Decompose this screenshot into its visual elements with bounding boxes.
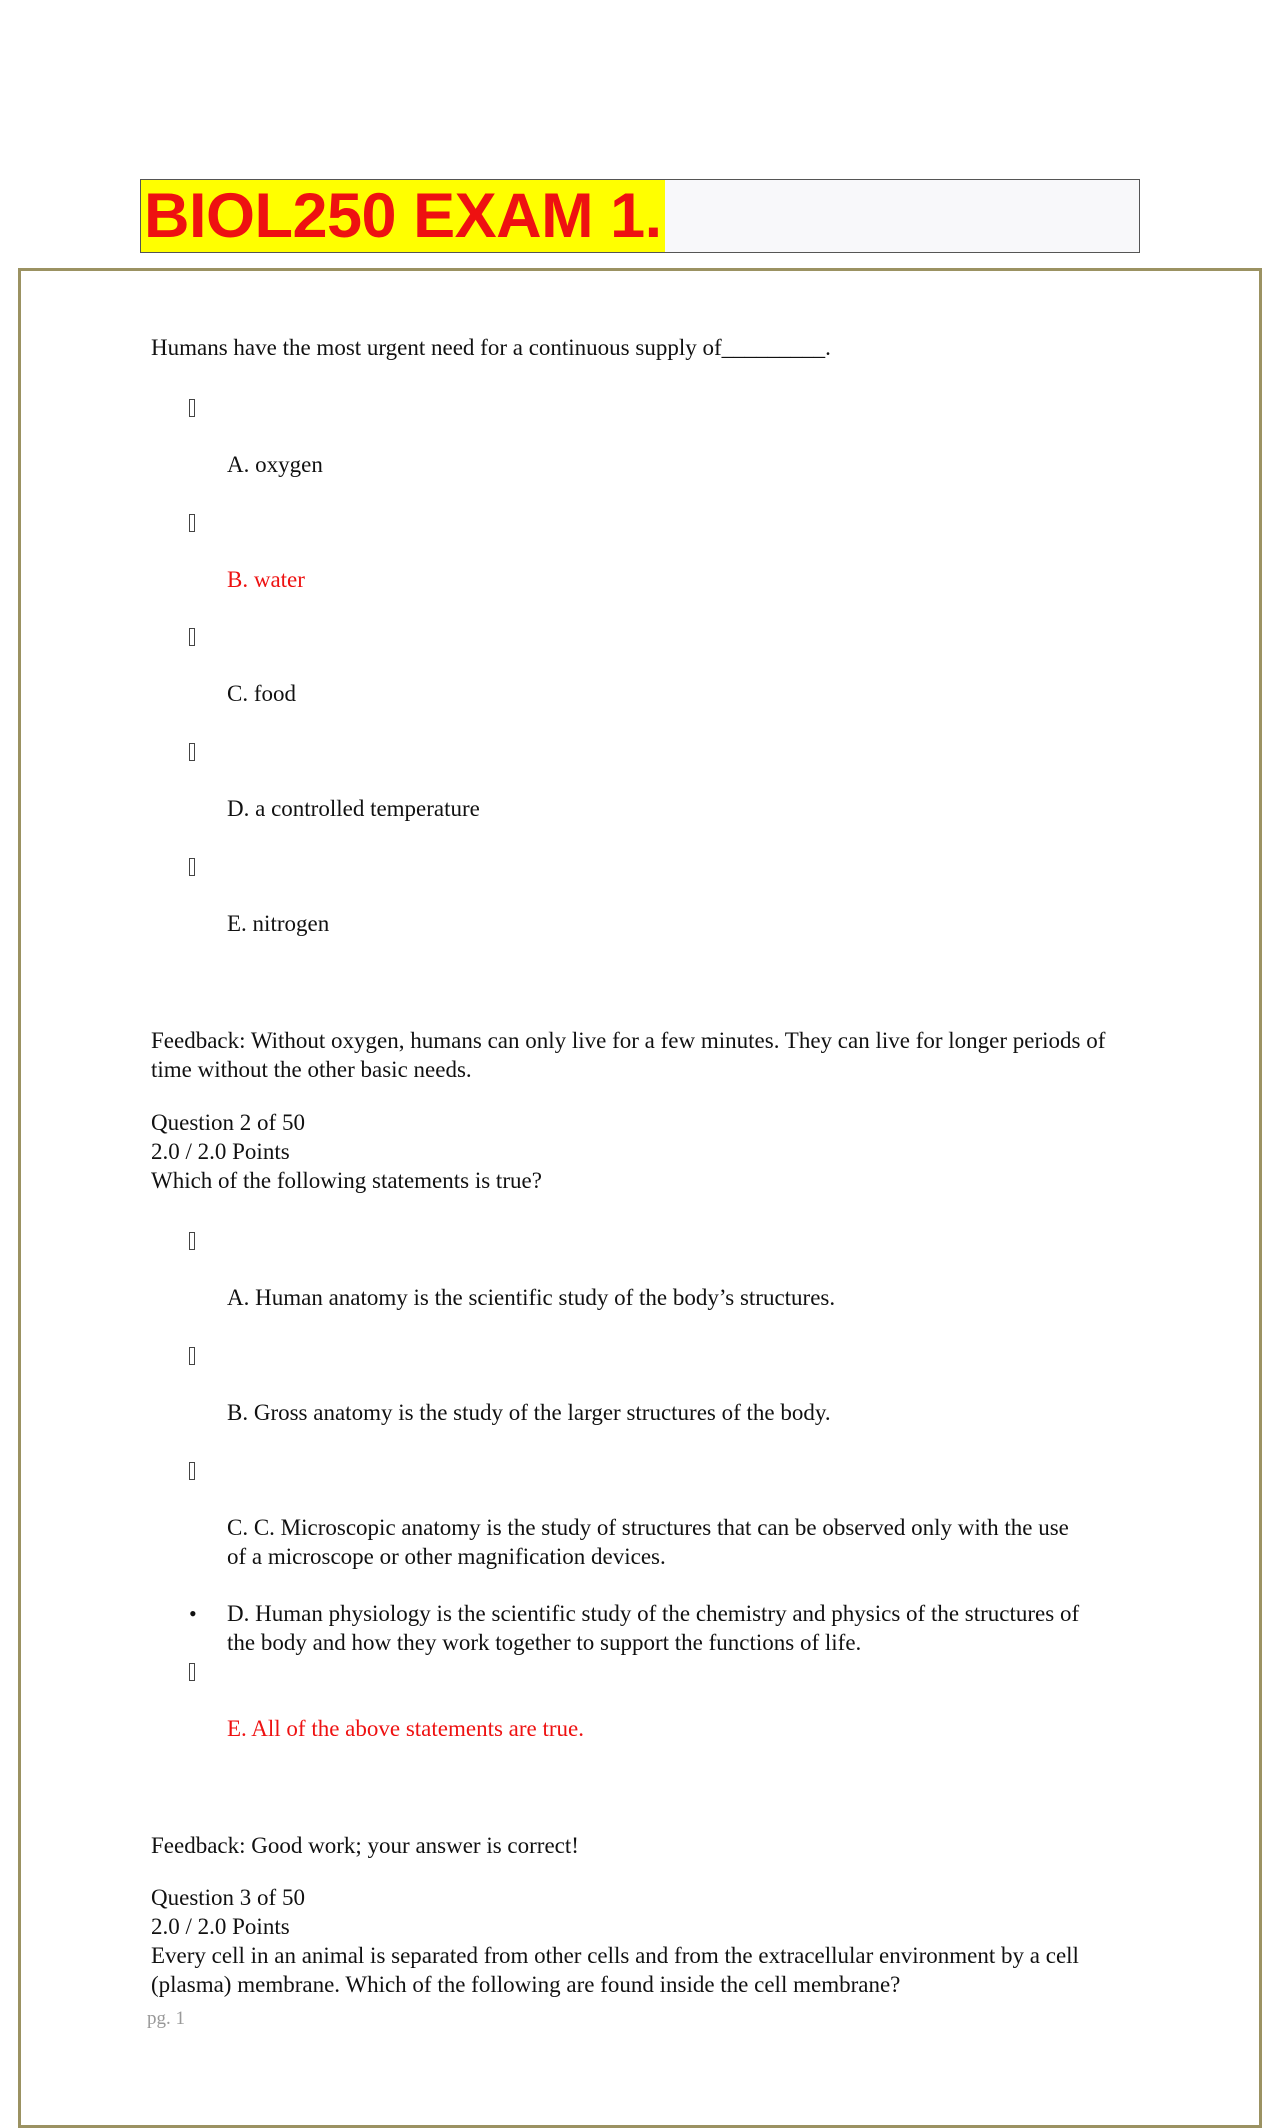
question-3-points: 2.0 / 2.0 Points bbox=[151, 1914, 290, 1939]
checkbox-icon bbox=[189, 514, 195, 532]
q2-option-a: A. Human anatomy is the scientific study of the body’s structures. bbox=[227, 1285, 836, 1310]
checkbox-icon bbox=[189, 399, 195, 417]
q1-option-e: E. nitrogen bbox=[227, 911, 330, 936]
q1-option-a: A. oxygen bbox=[227, 452, 323, 477]
page-number: pg. 1 bbox=[147, 2008, 185, 2029]
exam-header bbox=[140, 179, 1140, 253]
q2-option-e-answer: E. All of the above statements are true. bbox=[227, 1716, 585, 1741]
q2-feedback: Feedback: Good work; your answer is correct! bbox=[151, 1833, 579, 1858]
q1-option-c: C. food bbox=[227, 681, 296, 706]
checkbox-icon bbox=[189, 1663, 195, 1681]
checkbox-icon bbox=[189, 858, 195, 876]
question-2-points: 2.0 / 2.0 Points bbox=[151, 1139, 290, 1164]
checkbox-icon bbox=[189, 1462, 195, 1480]
q2-option-d: D. Human physiology is the scientific study of the chemistry and physics of the structures of the body and how they work together to support the functions of life. bbox=[227, 1601, 1080, 1655]
exam-title: BIOL250 EXAM 1. bbox=[141, 180, 665, 252]
bullet-icon: • bbox=[189, 1601, 197, 1626]
question-2-number: Question 2 of 50 bbox=[151, 1110, 305, 1135]
q1-option-d: D. a controlled temperature bbox=[227, 796, 480, 821]
checkbox-icon bbox=[189, 628, 195, 646]
checkbox-icon bbox=[189, 1347, 195, 1365]
question-3-number: Question 3 of 50 bbox=[151, 1885, 305, 1910]
question-2-text: Which of the following statements is true? bbox=[151, 1168, 542, 1193]
q1-option-b-answer: B. water bbox=[227, 567, 305, 592]
checkbox-icon bbox=[189, 1232, 195, 1250]
question-3-text: Every cell in an animal is separated from other cells and from the extracellular environment by a cell (plasma) membrane. Which of the following are found inside the cell membrane? bbox=[151, 1943, 1079, 1997]
q2-option-c: C. C. Microscopic anatomy is the study of structures that can be observed only with the use of a microscope or other magnification devices. bbox=[227, 1515, 1069, 1569]
q2-option-b: B. Gross anatomy is the study of the larger structures of the body. bbox=[227, 1400, 831, 1425]
checkbox-icon bbox=[189, 743, 195, 761]
question-1-text: Humans have the most urgent need for a continuous supply of_________. bbox=[151, 335, 831, 360]
q1-feedback: Feedback: Without oxygen, humans can only live for a few minutes. They can live for longer periods of time without the other basic needs. bbox=[151, 1028, 1106, 1082]
